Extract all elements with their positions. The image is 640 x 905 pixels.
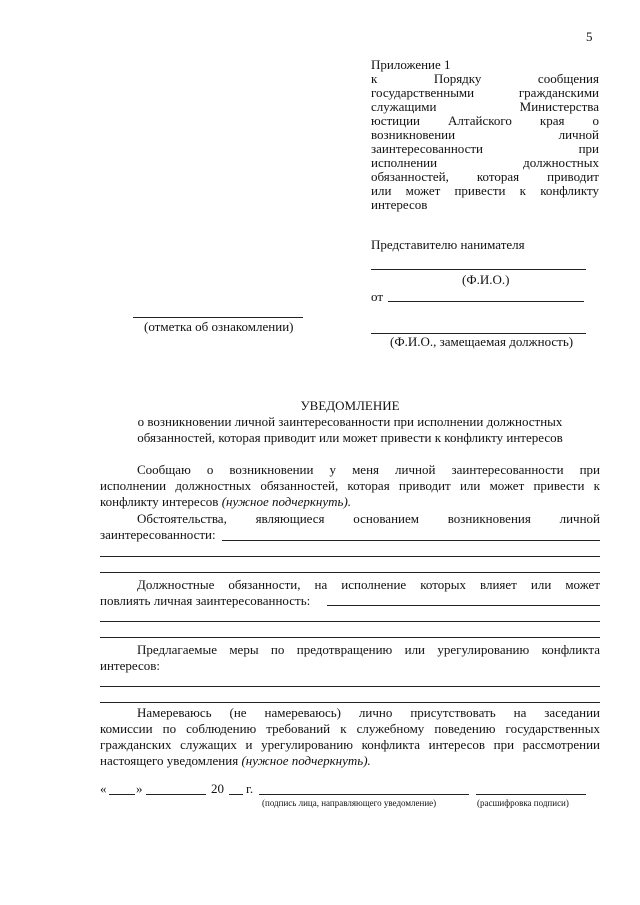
- body-line: Обстоятельства, являющиеся основанием возникновения личной: [137, 511, 600, 526]
- addressee-label: Представителю нанимателя: [371, 237, 525, 252]
- body-text: настоящего уведомления: [100, 753, 239, 768]
- year-suffix: г.: [246, 781, 254, 796]
- from-label: от: [371, 289, 384, 304]
- appendix-line: интересов: [371, 197, 428, 212]
- addressee-fio-line[interactable]: [371, 269, 586, 270]
- duties-input-line[interactable]: [327, 605, 600, 606]
- appendix-line: юстиции Алтайского края о: [371, 113, 599, 128]
- appendix-line: или может привести к конфликту: [371, 183, 599, 198]
- circumstances-input-line[interactable]: [222, 540, 600, 541]
- circumstances-input-line[interactable]: [100, 556, 600, 557]
- notice-subtitle: о возникновении личной заинтересованности при исполнении должностных: [137, 414, 563, 429]
- body-line: [100, 495, 351, 509]
- month-input-line[interactable]: [146, 794, 206, 795]
- signature-label: (подпись лица, направляющего уведомление): [262, 798, 437, 808]
- day-input-line[interactable]: [109, 794, 135, 795]
- body-line: интересов:: [100, 658, 160, 673]
- acknowledgement-label: (отметка об ознакомлении): [144, 319, 294, 334]
- body-line: повлиять личная заинтересованность:: [100, 593, 311, 608]
- appendix-line: исполнении должностных: [371, 155, 599, 170]
- body-line: Намереваюсь (не намереваюсь) лично присутствовать на заседании: [137, 705, 600, 720]
- appendix-line: обязанностей, которая приводит: [371, 169, 599, 184]
- body-line: Сообщаю о возникновении у меня личной заинтересованности при: [137, 462, 600, 477]
- acknowledgement-line[interactable]: [133, 317, 303, 318]
- appendix-line: к Порядку сообщения: [371, 71, 599, 86]
- measures-input-line[interactable]: [100, 686, 600, 687]
- duties-input-line[interactable]: [100, 621, 600, 622]
- body-line: гражданских служащих и урегулированию конфликта интересов при рассмотрении: [100, 737, 600, 752]
- from-line[interactable]: [388, 301, 584, 302]
- appendix-title: Приложение 1: [371, 57, 451, 72]
- fio-label: (Ф.И.О.): [462, 272, 510, 287]
- year-prefix: 20: [211, 781, 224, 796]
- body-text: конфликту интересов: [100, 494, 219, 509]
- year-input-line[interactable]: [229, 794, 243, 795]
- body-line: [100, 754, 371, 768]
- underline-note: (нужное подчеркнуть).: [221, 494, 352, 509]
- notice-title: УВЕДОМЛЕНИЕ: [300, 398, 400, 413]
- appendix-line: возникновении личной: [371, 127, 599, 142]
- date-quote-open: «: [100, 781, 107, 796]
- circumstances-input-line[interactable]: [100, 572, 600, 573]
- date-quote-close: »: [136, 781, 143, 796]
- page-number: 5: [586, 29, 593, 44]
- signature-input-line[interactable]: [259, 794, 469, 795]
- duties-input-line[interactable]: [100, 637, 600, 638]
- body-line: исполнении должностных обязанностей, которая приводит или может привести к: [100, 478, 600, 493]
- body-line: заинтересованности:: [100, 527, 216, 542]
- appendix-block: [371, 58, 599, 212]
- fio-position-label: (Ф.И.О., замещаемая должность): [390, 334, 574, 349]
- body-line: комиссии по соблюдению требований к служебному поведению государственных: [100, 721, 600, 736]
- signature-decode-input-line[interactable]: [476, 794, 586, 795]
- notice-subtitle: обязанностей, которая приводит или может привести к конфликту интересов: [137, 430, 563, 445]
- body-line: Предлагаемые меры по предотвращению или урегулированию конфликта: [137, 642, 600, 657]
- appendix-line: государственными гражданскими: [371, 85, 599, 100]
- underline-note: (нужное подчеркнуть).: [241, 753, 371, 768]
- appendix-line: служащими Министерства: [371, 99, 599, 114]
- appendix-line: заинтересованности при: [371, 141, 599, 156]
- measures-input-line[interactable]: [100, 702, 600, 703]
- body-line: Должностные обязанности, на исполнение которых влияет или может: [137, 577, 600, 592]
- signature-decode-label: (расшифровка подписи): [477, 798, 569, 808]
